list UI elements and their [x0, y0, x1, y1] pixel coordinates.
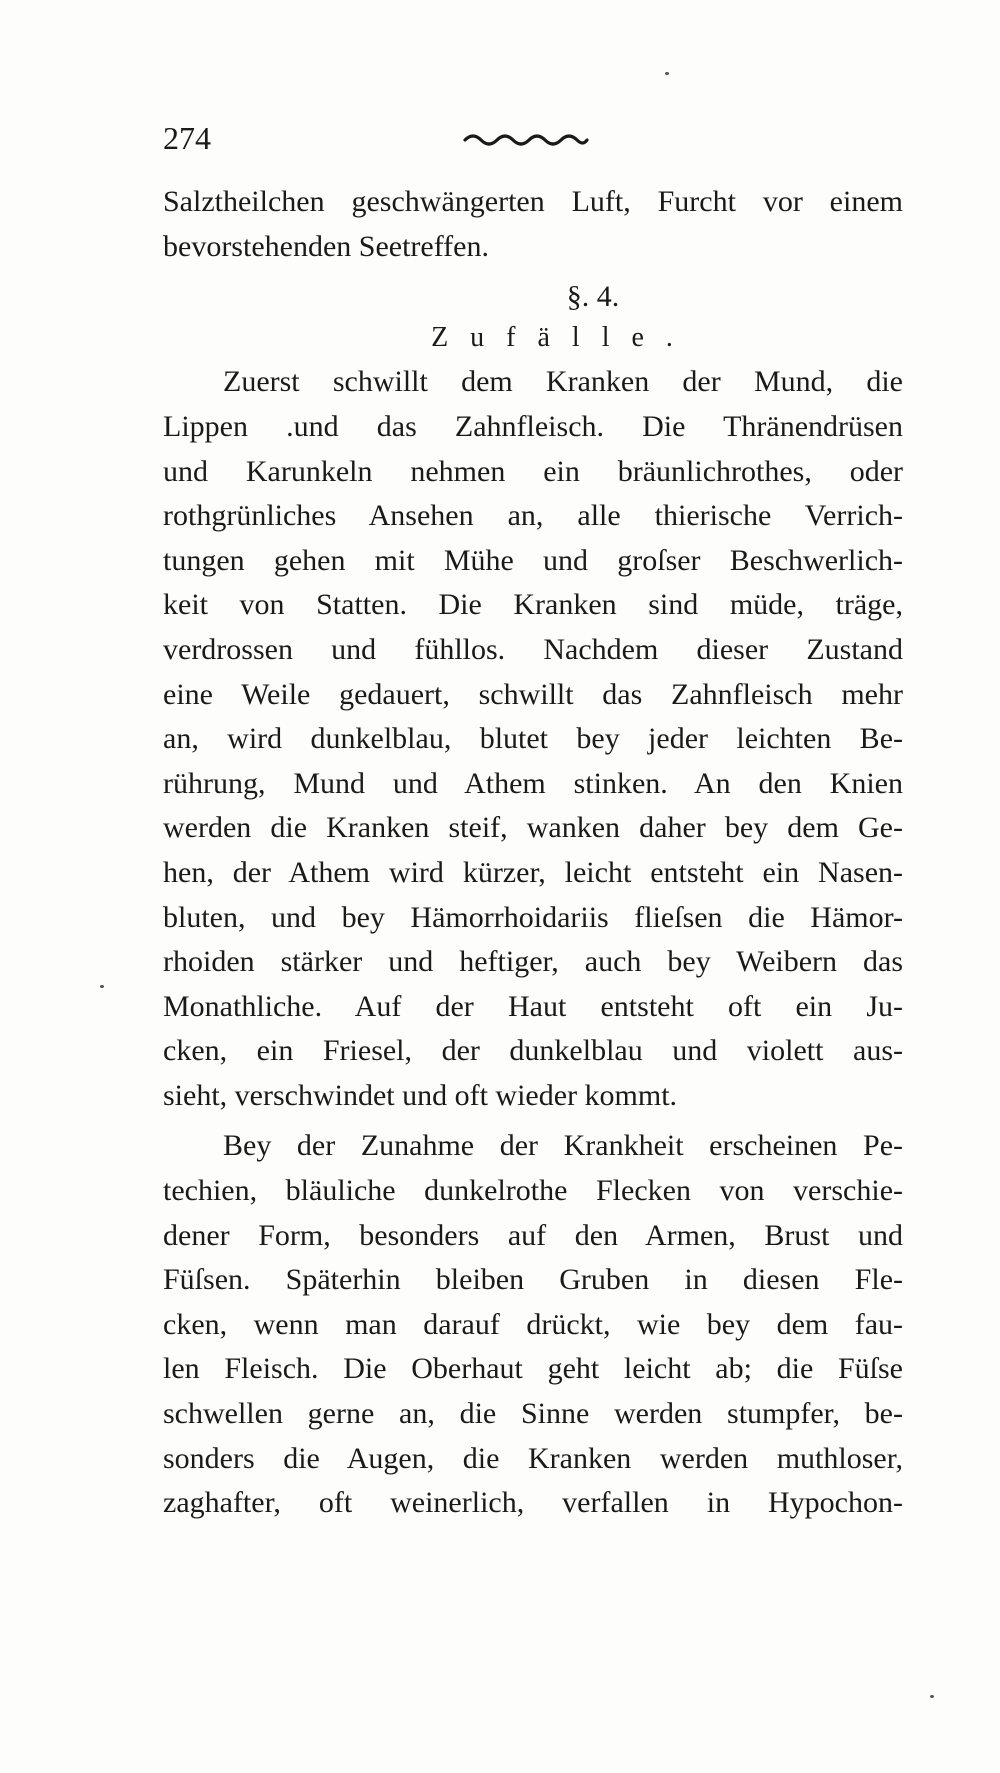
text-line: Bey der Zunahme der Krankheit erscheinen Pe-	[223, 1129, 903, 1163]
page-header	[163, 120, 903, 170]
text-line: werden die Kranken steif, wanken daher bey dem Ge-	[163, 811, 903, 845]
text-line: Monathliche. Auf der Haut entsteht oft ein Ju-	[163, 989, 903, 1023]
paragraph	[163, 360, 903, 1118]
section-title: Zufälle.	[431, 321, 695, 353]
text-line: eine Weile gedauert, schwillt das Zahnfleisch mehr	[163, 677, 903, 711]
text-line: len Fleisch. Die Oberhaut geht leicht ab; die Füſse	[163, 1352, 903, 1386]
page-number: 274	[163, 120, 211, 156]
text-line: verdrossen und fühllos. Nachdem dieser Zustand	[163, 632, 903, 666]
text-line: cken, wenn man darauf drückt, wie bey dem fau-	[163, 1307, 903, 1341]
text-line: hen, der Athem wird kürzer, leicht entsteht ein Nasen-	[163, 855, 903, 889]
text-line: rothgrünliches Ansehen an, alle thierische Verrich-	[163, 499, 903, 533]
text-line: an, wird dunkelblau, blutet bey jeder leichten Be-	[163, 722, 903, 756]
text-line: bluten, und bey Hämorrhoidariis flieſsen die Hämor-	[163, 900, 903, 934]
text-line: Lippen .und das Zahnfleisch. Die Thränendrüsen	[163, 409, 903, 443]
print-speck	[665, 72, 669, 75]
text-line: keit von Statten. Die Kranken sind müde, träge,	[163, 588, 903, 622]
print-speck	[930, 1695, 934, 1698]
text-line: Salztheilchen geschwängerten Luft, Furcht vor einem	[163, 185, 903, 218]
text-line: Zuerst schwillt dem Kranken der Mund, die	[223, 365, 903, 399]
ornament-rule	[463, 128, 593, 148]
text-line: sonders die Augen, die Kranken werden muthloser,	[163, 1441, 903, 1475]
text-line: Füſsen. Späterhin bleiben Gruben in diesen Fle-	[163, 1263, 903, 1297]
text-line: dener Form, besonders auf den Armen, Brust und	[163, 1218, 903, 1252]
text-line: rührung, Mund und Athem stinken. An den Knien	[163, 766, 903, 800]
print-speck	[100, 985, 104, 988]
text-line: und Karunkeln nehmen ein bräunlichrothes, oder	[163, 454, 903, 488]
text-line: tungen gehen mit Mühe und groſser Beschwerlich-	[163, 543, 903, 577]
section-number: §. 4.	[566, 280, 620, 314]
text-line: cken, ein Friesel, der dunkelblau und violett aus-	[163, 1034, 903, 1068]
body-text	[163, 180, 903, 1526]
text-line: techien, bläuliche dunkelrothe Flecken von verschie-	[163, 1174, 903, 1208]
paragraph	[163, 1124, 903, 1525]
text-line: rhoiden stärker und heftiger, auch bey Weibern das	[163, 945, 903, 979]
text-line: zaghafter, oft weinerlich, verfallen in Hypochon-	[163, 1486, 903, 1520]
text-line: sieht, verschwindet und oft wieder kommt.	[163, 1078, 678, 1112]
text-line: bevorstehenden Seetreffen.	[163, 229, 489, 263]
text-line: schwellen gerne an, die Sinne werden stumpfer, be-	[163, 1397, 903, 1431]
